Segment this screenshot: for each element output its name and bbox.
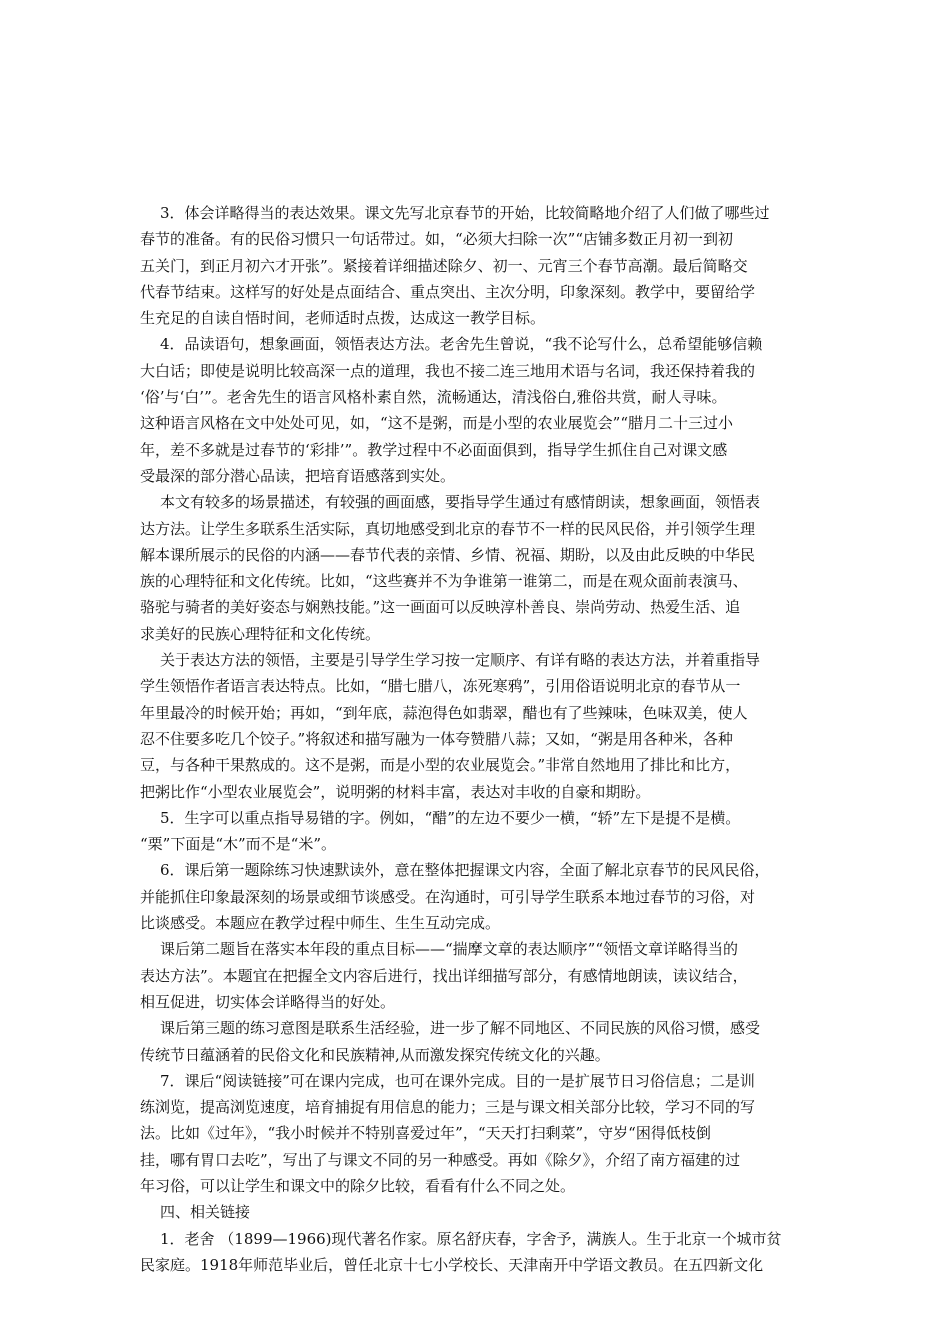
text-line: 受最深的部分潜心品读，把培育语感落到实处。 bbox=[140, 466, 456, 485]
text-line: 7．课后“阅读链接”可在课内完成，也可在课外完成。目的一是扩展节日习俗信息；二是训 bbox=[160, 1071, 755, 1090]
text-line: 把粥比作“小型农业展览会”，说明粥的材料丰富，表达对丰收的自豪和期盼。 bbox=[140, 782, 651, 801]
text-line: 关于表达方法的领悟，主要是引导学生学习按一定顺序、有详有略的表达方法，并着重指导 bbox=[160, 651, 761, 670]
text-line: 5．生字可以重点指导易错的字。例如，“醋”的左边不要少一横，“轿”左下是提不是横。 bbox=[160, 808, 741, 827]
text-line: 并能抓住印象最深刻的场景或细节谈感受。在沟通时，可引导学生联系本地过春节的习俗，对 bbox=[140, 887, 756, 906]
text-line: 大白话；即使是说明比较高深一点的道理，我也不接二连三地用术语与名词，我还保持着我的 bbox=[140, 361, 756, 380]
paragraph bbox=[140, 331, 810, 489]
text-line: 相互促进，切实体会详略得当的好处。 bbox=[140, 992, 396, 1011]
text-line: 年习俗，可以让学生和课文中的除夕比较，看看有什么不同之处。 bbox=[140, 1176, 576, 1195]
text-line: 豆，与各种干果熬成的。这不是粥，而是小型的农业展览会。”非常自然地用了排比和比方， bbox=[140, 756, 741, 775]
paragraph bbox=[140, 200, 810, 331]
text-line: 这种语言风格在文中处处可见，如，“这不是粥，而是小型的农业展览会”“腊月二十三过小 bbox=[140, 414, 734, 433]
text-line: “栗”下面是“木”而不是“米”。 bbox=[140, 835, 337, 854]
text-line: 表达方法”。本题宜在把握全文内容后进行，找出详细描写部分，有感情地朗读，读议结合， bbox=[140, 966, 748, 985]
text-line: 4．品读语句，想象画面，领悟表达方法。老舍先生曾说，“我不论写什么，总希望能够信赖 bbox=[160, 335, 763, 354]
text-line: 求美好的民族心理特征和文化传统。 bbox=[140, 624, 381, 643]
paragraph bbox=[140, 936, 810, 1015]
text-line: 达方法。让学生多联系生活实际，真切地感受到北京的春节不一样的民风民俗，并引领学生理 bbox=[140, 519, 756, 538]
paragraph bbox=[140, 1226, 810, 1279]
text-line: 法。比如《过年》，“我小时候并不特别喜爱过年”，“天天打扫剩菜”，守岁“困得低枝倒 bbox=[140, 1124, 711, 1143]
paragraph bbox=[140, 1068, 810, 1199]
text-line: 课后第二题旨在落实本年段的重点目标——“揣摩文章的表达顺序”“领悟文章详略得当的 bbox=[160, 940, 739, 959]
text-line: 解本课所展示的民俗的内涵——春节代表的亲情、乡情、祝福、期盼，以及由此反映的中华民 bbox=[140, 545, 756, 564]
text-line: 练浏览，提高浏览速度，培育捕捉有用信息的能力；三是与课文相关部分比较，学习不同的写 bbox=[140, 1098, 756, 1117]
text-line: 年，差不多就是过春节的‘彩排’”。教学过程中不必面面俱到，指导学生抓住自己对课文感 bbox=[140, 440, 728, 459]
section-heading: 四、相关链接 bbox=[160, 1203, 251, 1222]
text-line: 课后第三题的练习意图是联系生活经验，进一步了解不同地区、不同民族的风俗习惯，感受 bbox=[160, 1019, 761, 1038]
text-line: 比谈感受。本题应在教学过程中师生、生生互动完成。 bbox=[140, 914, 501, 933]
text-line: 3．体会详略得当的表达效果。课文先写北京春节的开始，比较简略地介绍了人们做了哪些过 bbox=[160, 204, 770, 222]
text-line: ‘俗’与‘白’”。老舍先生的语言风格朴素自然，流畅通达，清浅俗白,雅俗共赏，耐人寻味。 bbox=[140, 388, 727, 407]
text-line: 春节的准备。有的民俗习惯只一句话带过。如，“必须大扫除一次”“店铺多数正月初一到初 bbox=[140, 230, 734, 249]
text-line: 传统节日蕴涵着的民俗文化和民族精神,从而激发探究传统文化的兴趣。 bbox=[140, 1045, 610, 1064]
paragraph bbox=[140, 1015, 810, 1068]
paragraph bbox=[140, 489, 810, 647]
text-line: 民家庭。1918年师范毕业后，曾任北京十七小学校长、天津南开中学语文教员。在五四新文化 bbox=[140, 1255, 764, 1274]
text-line: 6．课后第一题除练习快速默读外，意在整体把握课文内容，全面了解北京春节的民风民俗， bbox=[160, 861, 770, 880]
paragraph bbox=[140, 857, 810, 936]
text-line: 代春节结束。这样写的好处是点面结合、重点突出、主次分明，印象深刻。教学中，要留给学 bbox=[140, 282, 756, 301]
text-line: 1．老舍 （1899—1966)现代著名作家。原名舒庆春，字舍予，满族人。生于北京一个城市贫 bbox=[160, 1229, 782, 1248]
paragraph bbox=[140, 647, 810, 805]
text-line: 学生领悟作者语言表达特点。比如，“腊七腊八，冻死寒鸦”，引用俗语说明北京的春节从一 bbox=[140, 677, 741, 696]
text-line: 五关门，到正月初六才开张”。紧接着详细描述除夕、初一、元宵三个春节高潮。最后简略交 bbox=[140, 256, 748, 275]
paragraph bbox=[140, 805, 810, 858]
text-line: 族的心理特征和文化传统。比如，“这些赛并不为争谁第一谁第二，而是在观众面前表演马、 bbox=[140, 572, 748, 591]
text-line: 年里最冷的时候开始；再如，“到年底，蒜泡得色如翡翠，醋也有了些辣味，色味双美，使人 bbox=[140, 703, 748, 722]
text-line: 挂，哪有胃口去吃”，写出了与课文不同的另一种感受。再如《除夕》，介绍了南方福建的过 bbox=[140, 1150, 741, 1169]
text-line: 生充足的自读自悟时间，老师适时点拨，达成这一教学目标。 bbox=[140, 309, 546, 328]
document-body bbox=[140, 200, 810, 1278]
text-line: 本文有较多的场景描述，有较强的画面感，要指导学生通过有感情朗读，想象画面，领悟表 bbox=[160, 493, 761, 512]
text-line: 骆驼与骑者的美好姿态与娴熟技能。”这一画面可以反映淳朴善良、崇尚劳动、热爱生活、追 bbox=[140, 598, 741, 617]
text-line: 忍不住要多吃几个饺子。”将叙述和描写融为一体夸赞腊八蒜；又如，“粥是用各种米，各种 bbox=[140, 729, 733, 748]
